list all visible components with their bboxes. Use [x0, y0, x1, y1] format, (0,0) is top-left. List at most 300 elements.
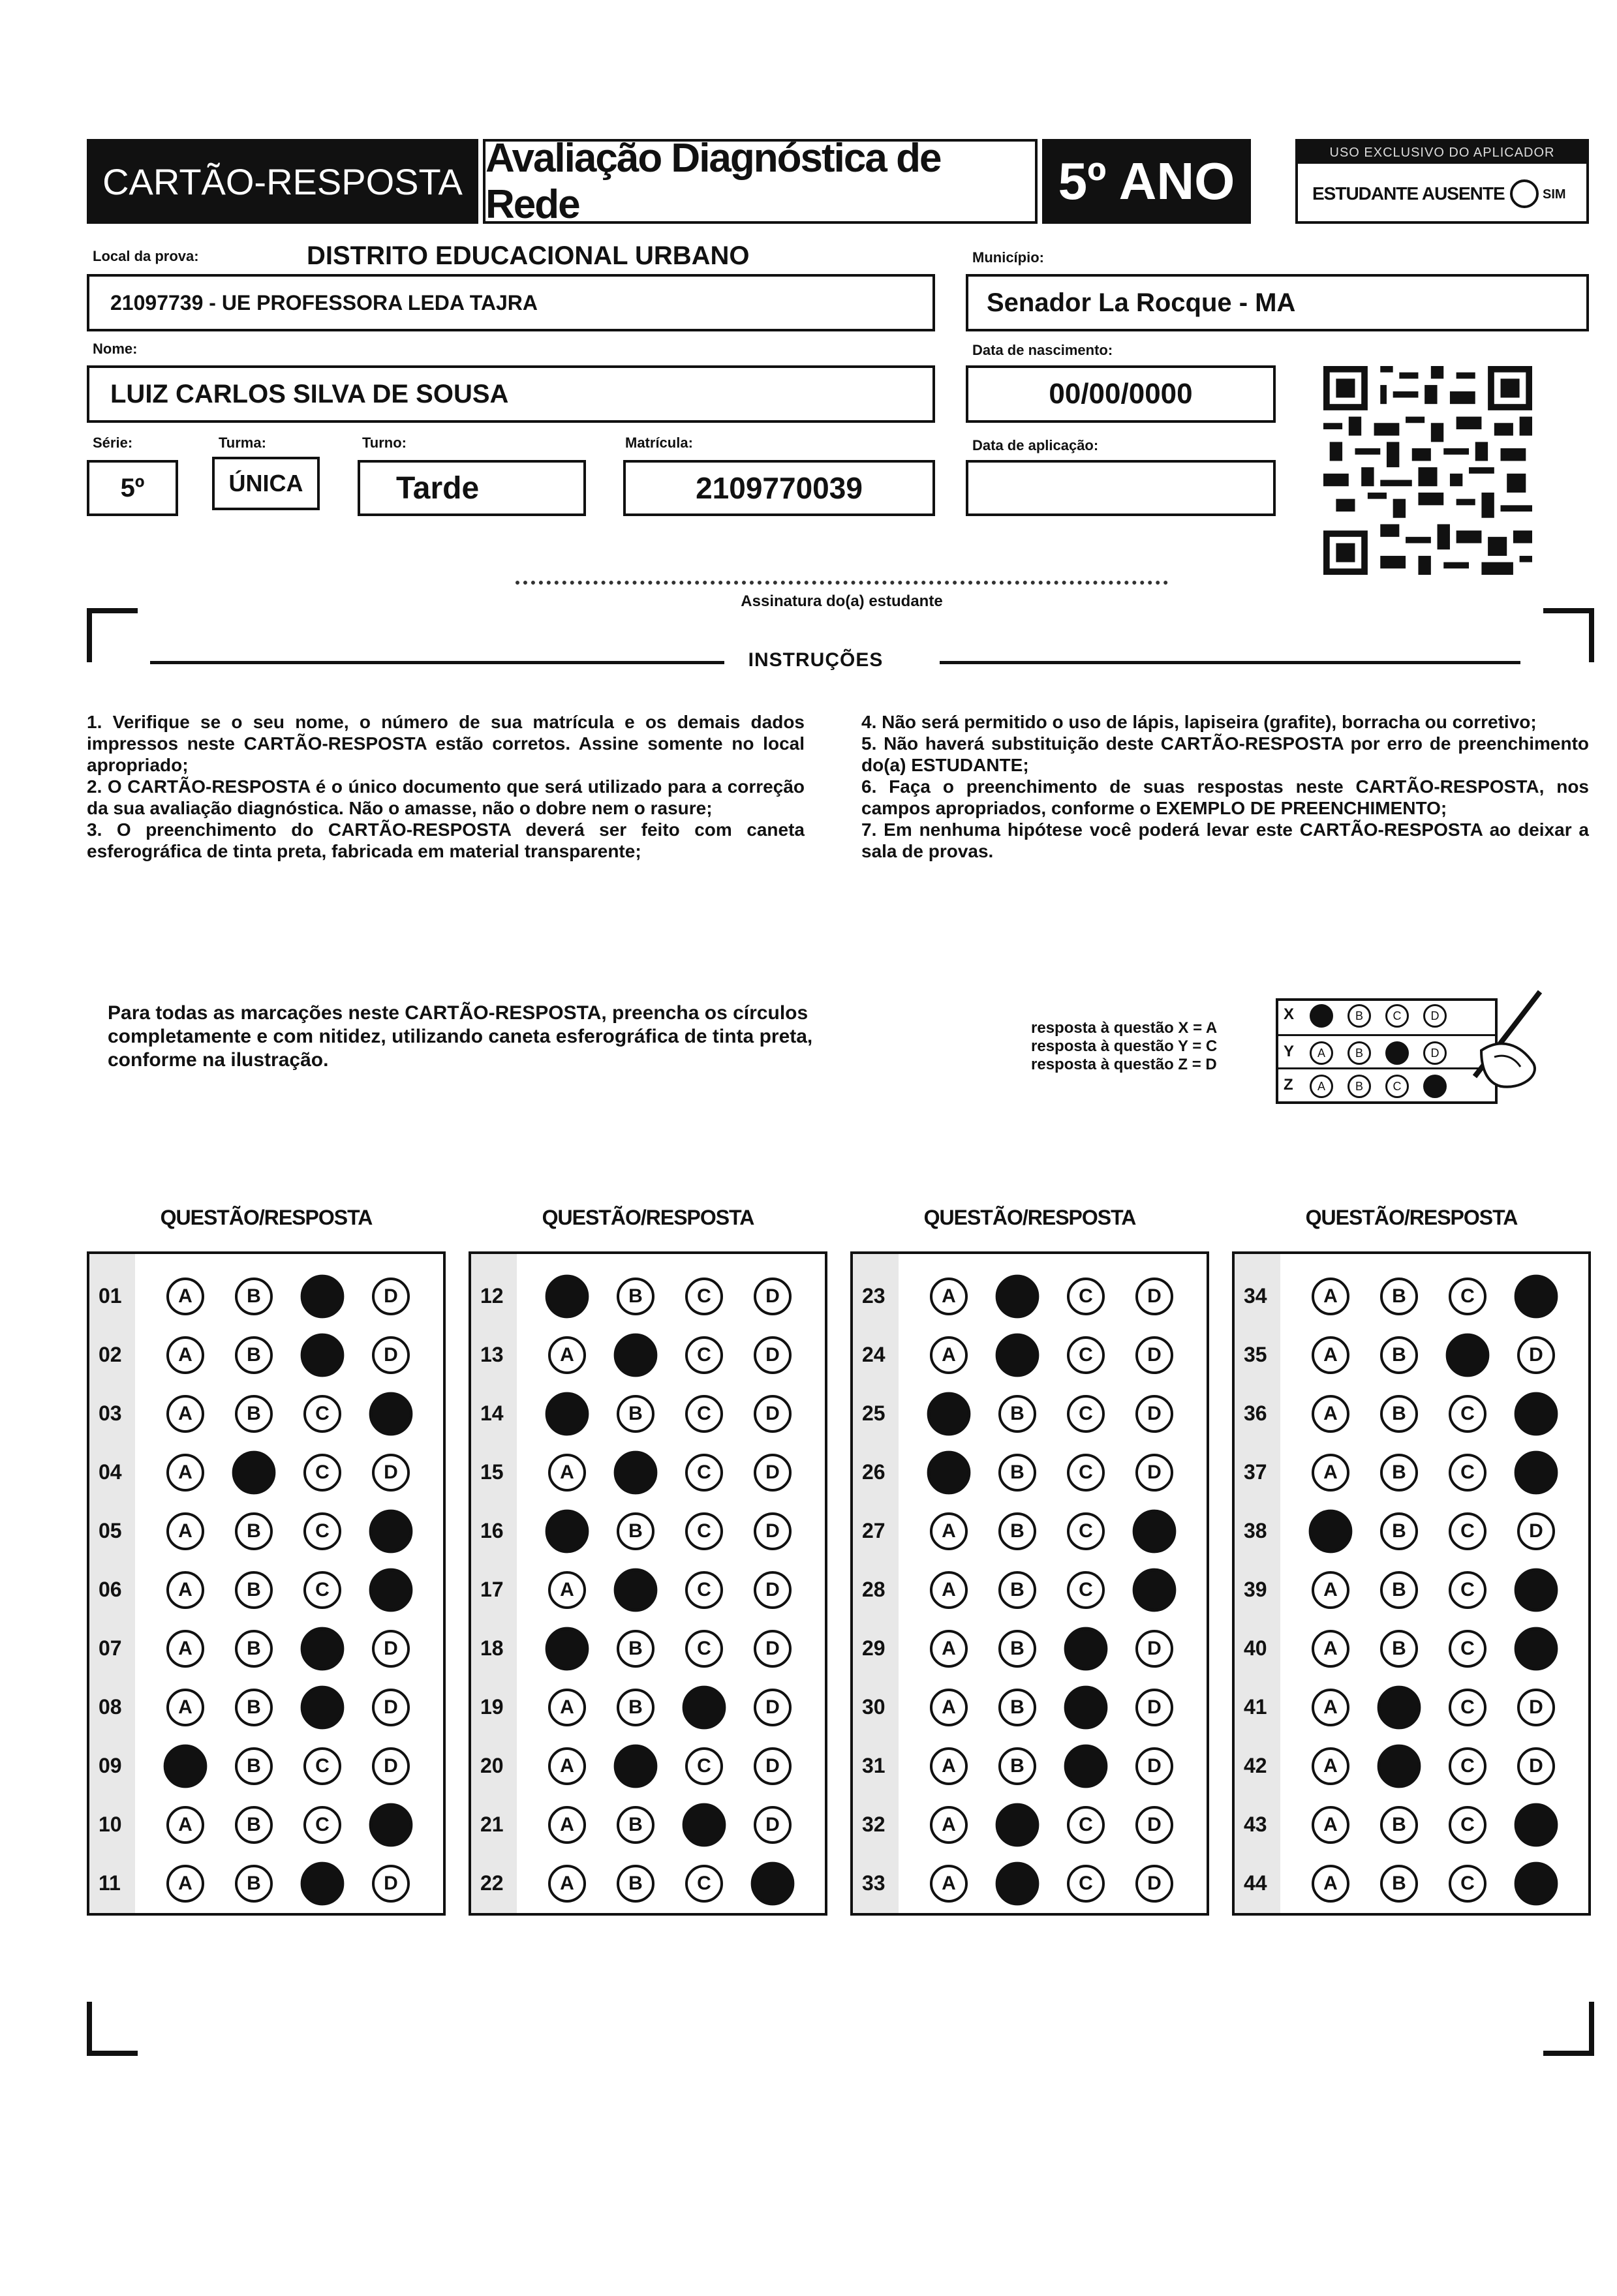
question-number: 12	[480, 1284, 504, 1308]
answer-bubble-d[interactable]: D	[1135, 1278, 1173, 1315]
answer-bubble-a[interactable]: A	[1312, 1395, 1349, 1433]
answer-bubble-d[interactable]	[1515, 1862, 1558, 1906]
answer-bubble-d[interactable]: D	[754, 1806, 792, 1844]
answer-bubble-a[interactable]	[164, 1745, 208, 1788]
answer-bubble-c[interactable]: C	[1449, 1571, 1486, 1609]
answer-bubble-d[interactable]: D	[1135, 1865, 1173, 1903]
question-number: 08	[99, 1695, 122, 1719]
question-number: 06	[99, 1578, 122, 1601]
answer-bubble-c[interactable]: C	[1067, 1571, 1105, 1609]
answer-bubble-c[interactable]: C	[685, 1512, 723, 1550]
question-number: 02	[99, 1343, 122, 1366]
question-number: 34	[1244, 1284, 1267, 1308]
answer-bubble-a[interactable]: A	[930, 1336, 968, 1374]
question-row	[471, 1736, 825, 1794]
answer-bubble-b[interactable]: B	[998, 1512, 1036, 1550]
answer-bubble-b[interactable]: B	[1380, 1512, 1418, 1550]
question-number: 09	[99, 1754, 122, 1777]
question-row	[1235, 1618, 1588, 1677]
answer-bubble-c[interactable]: C	[1067, 1454, 1105, 1492]
answer-bubble-d[interactable]: D	[754, 1571, 792, 1609]
question-row	[89, 1266, 443, 1324]
question-row	[471, 1677, 825, 1736]
answer-bubble-c[interactable]: C	[1449, 1278, 1486, 1315]
question-row	[89, 1677, 443, 1736]
answer-bubble-b[interactable]: B	[998, 1747, 1036, 1785]
answer-bubble-a[interactable]: A	[166, 1630, 204, 1668]
answer-bubble-a[interactable]: A	[930, 1630, 968, 1668]
question-number: 14	[480, 1401, 504, 1425]
question-number: 42	[1244, 1754, 1267, 1777]
turma-field: ÚNICA	[212, 457, 320, 510]
question-number: 16	[480, 1519, 504, 1542]
answer-bubble-c[interactable]: C	[685, 1865, 723, 1903]
answer-bubble-b[interactable]	[614, 1334, 658, 1377]
answer-bubble-c[interactable]: C	[685, 1747, 723, 1785]
answer-bubble-c[interactable]	[301, 1627, 345, 1671]
question-number: 11	[99, 1871, 121, 1895]
answer-bubble-b[interactable]: B	[617, 1630, 654, 1668]
example-bubble-b: B	[1348, 1004, 1371, 1028]
answer-bubble-a[interactable]	[546, 1627, 589, 1671]
answer-bubble-a[interactable]	[927, 1451, 971, 1495]
answer-bubble-b[interactable]	[1378, 1686, 1421, 1730]
answer-bubble-a[interactable]: A	[166, 1336, 204, 1374]
question-number: 29	[862, 1636, 886, 1660]
answer-bubble-d[interactable]: D	[1135, 1454, 1173, 1492]
answer-bubble-c[interactable]: C	[1067, 1278, 1105, 1315]
answer-bubble-c[interactable]: C	[1449, 1512, 1486, 1550]
registration-mark-bl	[87, 2002, 138, 2056]
question-row	[853, 1794, 1207, 1853]
question-number: 18	[480, 1636, 504, 1660]
question-number: 04	[99, 1460, 122, 1484]
answer-bubble-d[interactable]	[1515, 1451, 1558, 1495]
local-label: Local da prova:	[93, 248, 199, 264]
question-number: 10	[99, 1813, 122, 1836]
answer-bubble-d[interactable]	[1515, 1275, 1558, 1319]
question-number: 43	[1244, 1813, 1267, 1836]
nome-label: Nome:	[93, 341, 138, 357]
answer-bubble-c[interactable]: C	[303, 1454, 341, 1492]
answer-bubble-d[interactable]: D	[1135, 1747, 1173, 1785]
answer-bubble-c[interactable]: C	[1449, 1865, 1486, 1903]
instruction-item: 3. O preenchimento do CARTÃO-RESPOSTA deverá ser feito com caneta esferográfica de tinta preta, fabricada em material transparente;	[87, 819, 805, 861]
question-number: 20	[480, 1754, 504, 1777]
instruction-item: 5. Não haverá substituição deste CARTÃO-RESPOSTA por erro de preenchimento do(a) ESTUDANTE;	[861, 733, 1589, 775]
answer-bubble-b[interactable]: B	[235, 1630, 273, 1668]
answer-bubble-a[interactable]	[546, 1392, 589, 1436]
question-number: 17	[480, 1578, 504, 1601]
answer-bubble-d[interactable]: D	[1517, 1512, 1555, 1550]
aplicador-box	[1295, 139, 1589, 224]
answer-bubble-a[interactable]: A	[1312, 1278, 1349, 1315]
question-row	[1235, 1442, 1588, 1501]
example-bubble-d: D	[1423, 1041, 1447, 1065]
answer-bubble-d[interactable]: D	[754, 1395, 792, 1433]
answer-bubble-a[interactable]: A	[1312, 1689, 1349, 1726]
absent-option: SIM	[1543, 187, 1566, 202]
example-bubble-c	[1385, 1041, 1409, 1065]
answer-bubble-a[interactable]	[927, 1392, 971, 1436]
registration-mark-tr	[1543, 608, 1594, 662]
answer-bubble-c[interactable]	[301, 1334, 345, 1377]
answer-bubble-c[interactable]: C	[1449, 1747, 1486, 1785]
answer-bubble-a[interactable]	[546, 1275, 589, 1319]
answer-bubble-a[interactable]: A	[166, 1571, 204, 1609]
question-row	[853, 1677, 1207, 1736]
instructions-rule-left	[150, 661, 724, 664]
answer-bubble-b[interactable]: B	[1380, 1865, 1418, 1903]
answer-bubble-c[interactable]	[683, 1686, 726, 1730]
question-row	[853, 1324, 1207, 1383]
answer-bubble-d[interactable]: D	[372, 1454, 410, 1492]
answer-bubble-b[interactable]	[614, 1745, 658, 1788]
answer-bubble-b[interactable]	[996, 1803, 1040, 1847]
example-legend-x: resposta à questão X = A	[1031, 1019, 1218, 1037]
turma-label: Turma:	[219, 435, 266, 451]
answer-bubble-b[interactable]: B	[1380, 1571, 1418, 1609]
question-number: 38	[1244, 1519, 1267, 1542]
question-number: 19	[480, 1695, 504, 1719]
answer-bubble-c[interactable]: C	[1449, 1395, 1486, 1433]
evaluation-title: Avaliação Diagnóstica de Rede	[483, 139, 1038, 224]
answer-bubble-a[interactable]: A	[930, 1571, 968, 1609]
answer-bubble-b[interactable]	[614, 1569, 658, 1612]
question-row	[1235, 1677, 1588, 1736]
question-row	[853, 1618, 1207, 1677]
answer-bubble-d[interactable]	[1515, 1569, 1558, 1612]
answer-bubble-a[interactable]: A	[548, 1689, 586, 1726]
question-row	[1235, 1853, 1588, 1912]
answer-bubble-c[interactable]: C	[1067, 1806, 1105, 1844]
question-row	[89, 1559, 443, 1618]
question-row	[89, 1324, 443, 1383]
example-row-label: X	[1284, 1005, 1295, 1023]
answer-bubble-a[interactable]: A	[166, 1454, 204, 1492]
answer-bubble-a[interactable]: A	[1312, 1806, 1349, 1844]
answer-bubble-b[interactable]	[996, 1334, 1040, 1377]
question-number: 27	[862, 1519, 886, 1542]
answer-bubble-a[interactable]: A	[930, 1747, 968, 1785]
answer-bubble-a[interactable]: A	[1312, 1571, 1349, 1609]
answer-bubble-d[interactable]: D	[372, 1865, 410, 1903]
answer-bubble-b[interactable]: B	[1380, 1336, 1418, 1374]
matricula-label: Matrícula:	[625, 435, 693, 451]
question-row	[89, 1618, 443, 1677]
answer-bubble-d[interactable]: D	[754, 1512, 792, 1550]
answer-bubble-a[interactable]: A	[548, 1336, 586, 1374]
answer-bubble-d[interactable]	[1515, 1803, 1558, 1847]
answer-bubble-b[interactable]	[614, 1451, 658, 1495]
question-number: 25	[862, 1401, 886, 1425]
question-number: 30	[862, 1695, 886, 1719]
answer-bubble-c[interactable]: C	[685, 1395, 723, 1433]
question-number: 40	[1244, 1636, 1267, 1660]
answer-bubble-d[interactable]: D	[372, 1278, 410, 1315]
question-number: 26	[862, 1460, 886, 1484]
answer-bubble-c[interactable]: C	[1067, 1512, 1105, 1550]
answer-bubble-c[interactable]	[1064, 1745, 1108, 1788]
example-bubble-a	[1310, 1004, 1333, 1028]
answer-bubble-b[interactable]: B	[998, 1395, 1036, 1433]
question-row	[1235, 1266, 1588, 1324]
question-row	[853, 1853, 1207, 1912]
answer-bubble-b[interactable]: B	[998, 1630, 1036, 1668]
answer-bubble-b[interactable]: B	[1380, 1806, 1418, 1844]
question-row	[89, 1736, 443, 1794]
answer-bubble-c[interactable]: C	[685, 1454, 723, 1492]
absent-bubble[interactable]	[1510, 179, 1539, 208]
question-number: 01	[99, 1284, 122, 1308]
answer-bubble-c[interactable]: C	[303, 1512, 341, 1550]
example-bubble-a: A	[1310, 1041, 1333, 1065]
answer-bubble-d[interactable]	[369, 1569, 413, 1612]
answer-bubble-d[interactable]: D	[1517, 1747, 1555, 1785]
answer-bubble-a[interactable]: A	[166, 1395, 204, 1433]
instruction-item: 7. Em nenhuma hipótese você poderá levar este CARTÃO-RESPOSTA ao deixar a sala de provas.	[861, 819, 1589, 861]
question-number: 23	[862, 1284, 886, 1308]
question-answer-title: QUESTÃO/RESPOSTA	[923, 1206, 1136, 1229]
question-row	[1235, 1794, 1588, 1853]
answer-bubble-c[interactable]	[301, 1686, 345, 1730]
answer-bubble-b[interactable]: B	[235, 1747, 273, 1785]
answer-bubble-c[interactable]: C	[1067, 1865, 1105, 1903]
nascimento-field: 00/00/0000	[966, 365, 1276, 423]
answer-bubble-d[interactable]	[1133, 1569, 1177, 1612]
answer-bubble-a[interactable]: A	[930, 1689, 968, 1726]
answer-bubble-d[interactable]: D	[1135, 1395, 1173, 1433]
answer-bubble-c[interactable]: C	[1067, 1395, 1105, 1433]
question-number: 15	[480, 1460, 504, 1484]
answer-bubble-a[interactable]: A	[166, 1689, 204, 1726]
turno-field: Tarde	[358, 460, 586, 516]
question-row	[89, 1383, 443, 1442]
answer-bubble-d[interactable]	[1133, 1510, 1177, 1554]
answer-bubble-c[interactable]: C	[303, 1571, 341, 1609]
answer-bubble-b[interactable]: B	[998, 1454, 1036, 1492]
question-answer-title: QUESTÃO/RESPOSTA	[1305, 1206, 1518, 1229]
answer-bubble-d[interactable]	[369, 1510, 413, 1554]
answer-bubble-d[interactable]	[369, 1392, 413, 1436]
answer-bubble-b[interactable]: B	[235, 1278, 273, 1315]
answer-bubble-d[interactable]: D	[372, 1336, 410, 1374]
question-row	[853, 1559, 1207, 1618]
answer-bubble-b[interactable]: B	[1380, 1630, 1418, 1668]
answer-bubble-d[interactable]: D	[754, 1278, 792, 1315]
answer-panel	[87, 1251, 446, 1916]
answer-bubble-a[interactable]: A	[1312, 1630, 1349, 1668]
answer-bubble-a[interactable]: A	[1312, 1865, 1349, 1903]
answer-bubble-c[interactable]: C	[685, 1278, 723, 1315]
question-row	[853, 1736, 1207, 1794]
answer-bubble-a[interactable]: A	[548, 1747, 586, 1785]
grade-title: 5º ANO	[1042, 139, 1251, 224]
answer-bubble-d[interactable]: D	[1135, 1336, 1173, 1374]
municipio-field: Senador La Rocque - MA	[966, 274, 1589, 331]
answer-bubble-b[interactable]: B	[998, 1689, 1036, 1726]
instruction-item: 1. Verifique se o seu nome, o número de sua matrícula e os demais dados impressos neste CARTÃO-RESPOSTA estão corretos. Assine somente no local apropriado;	[87, 712, 805, 775]
answer-bubble-a[interactable]: A	[548, 1806, 586, 1844]
answer-bubble-d[interactable]	[369, 1803, 413, 1847]
answer-bubble-d[interactable]: D	[754, 1689, 792, 1726]
answer-bubble-a[interactable]: A	[166, 1512, 204, 1550]
answer-bubble-d[interactable]	[1515, 1392, 1558, 1436]
instructions-rule-right	[940, 661, 1520, 664]
answer-bubble-b[interactable]	[996, 1275, 1040, 1319]
card-title: CARTÃO-RESPOSTA	[87, 139, 478, 224]
answer-bubble-a[interactable]: A	[166, 1278, 204, 1315]
answer-bubble-a[interactable]	[546, 1510, 589, 1554]
answer-bubble-c[interactable]: C	[685, 1571, 723, 1609]
answer-bubble-a[interactable]	[1309, 1510, 1353, 1554]
question-row	[1235, 1383, 1588, 1442]
question-number: 35	[1244, 1343, 1267, 1366]
absent-label: ESTUDANTE AUSENTE	[1312, 183, 1505, 204]
turno-label: Turno:	[362, 435, 407, 451]
answer-bubble-c[interactable]: C	[685, 1630, 723, 1668]
aplicacao-field	[966, 460, 1276, 516]
nascimento-label: Data de nascimento:	[972, 342, 1113, 358]
answer-bubble-b[interactable]: B	[617, 1806, 654, 1844]
example-bubble-c: C	[1385, 1004, 1409, 1028]
question-row	[471, 1324, 825, 1383]
answer-bubble-a[interactable]: A	[548, 1571, 586, 1609]
answer-bubble-a[interactable]: A	[548, 1454, 586, 1492]
answer-bubble-c[interactable]: C	[303, 1806, 341, 1844]
answer-bubble-b[interactable]	[996, 1862, 1040, 1906]
answer-bubble-b[interactable]: B	[235, 1571, 273, 1609]
question-row	[471, 1266, 825, 1324]
question-number: 24	[862, 1343, 886, 1366]
nome-field: LUIZ CARLOS SILVA DE SOUSA	[87, 365, 935, 423]
example-bubble-b: B	[1348, 1041, 1371, 1065]
example-bubble-c: C	[1385, 1075, 1409, 1098]
answer-bubble-a[interactable]: A	[166, 1806, 204, 1844]
answer-bubble-a[interactable]: A	[930, 1512, 968, 1550]
example-bubble-a: A	[1310, 1075, 1333, 1098]
answer-bubble-b[interactable]: B	[617, 1278, 654, 1315]
local-value: DISTRITO EDUCACIONAL URBANO	[307, 241, 750, 270]
answer-bubble-c[interactable]: C	[303, 1395, 341, 1433]
answer-bubble-c[interactable]	[301, 1862, 345, 1906]
answer-bubble-b[interactable]: B	[617, 1865, 654, 1903]
question-number: 33	[862, 1871, 886, 1895]
qr-code-icon	[1323, 363, 1532, 578]
question-row	[89, 1794, 443, 1853]
answer-bubble-d[interactable]: D	[754, 1630, 792, 1668]
question-row	[89, 1442, 443, 1501]
aplicador-title: USO EXCLUSIVO DO APLICADOR	[1298, 142, 1586, 164]
answer-bubble-b[interactable]: B	[1380, 1454, 1418, 1492]
answer-bubble-b[interactable]: B	[235, 1689, 273, 1726]
answer-bubble-a[interactable]: A	[1312, 1747, 1349, 1785]
answer-bubble-b[interactable]: B	[1380, 1278, 1418, 1315]
answer-bubble-a[interactable]: A	[930, 1865, 968, 1903]
example-bubble-d: D	[1423, 1004, 1447, 1028]
answer-bubble-c[interactable]: C	[1067, 1336, 1105, 1374]
signature-line	[516, 581, 1168, 585]
answer-bubble-c[interactable]: C	[303, 1747, 341, 1785]
instructions-title: INSTRUÇÕES	[748, 649, 884, 671]
answer-bubble-d[interactable]: D	[372, 1630, 410, 1668]
answer-bubble-c[interactable]	[1446, 1334, 1490, 1377]
question-number: 03	[99, 1401, 122, 1425]
answer-bubble-c[interactable]	[683, 1803, 726, 1847]
answer-bubble-c[interactable]: C	[1449, 1806, 1486, 1844]
answer-bubble-c[interactable]	[301, 1275, 345, 1319]
answer-bubble-d[interactable]	[751, 1862, 795, 1906]
question-row	[89, 1501, 443, 1559]
question-number: 28	[862, 1578, 886, 1601]
question-number: 05	[99, 1519, 122, 1542]
answer-bubble-d[interactable]: D	[754, 1747, 792, 1785]
answer-bubble-a[interactable]: A	[1312, 1454, 1349, 1492]
example-row-label: Y	[1284, 1043, 1295, 1060]
question-number: 44	[1244, 1871, 1267, 1895]
answer-bubble-b[interactable]: B	[617, 1512, 654, 1550]
answer-bubble-c[interactable]: C	[685, 1336, 723, 1374]
question-row	[471, 1559, 825, 1618]
answer-bubble-d[interactable]: D	[1517, 1689, 1555, 1726]
answer-bubble-d[interactable]: D	[372, 1747, 410, 1785]
answer-bubble-d[interactable]: D	[1517, 1336, 1555, 1374]
answer-bubble-d[interactable]: D	[1135, 1630, 1173, 1668]
registration-mark-br	[1543, 2002, 1594, 2056]
answer-bubble-b[interactable]: B	[1380, 1395, 1418, 1433]
question-row	[471, 1794, 825, 1853]
answer-bubble-c[interactable]: C	[1449, 1630, 1486, 1668]
answer-bubble-b[interactable]: B	[235, 1806, 273, 1844]
answer-bubble-a[interactable]: A	[930, 1278, 968, 1315]
municipio-label: Município:	[972, 249, 1044, 266]
answer-bubble-d[interactable]: D	[372, 1689, 410, 1726]
answer-bubble-a[interactable]: A	[930, 1806, 968, 1844]
answer-bubble-b[interactable]: B	[617, 1395, 654, 1433]
answer-bubble-b[interactable]: B	[235, 1512, 273, 1550]
answer-bubble-d[interactable]: D	[754, 1336, 792, 1374]
answer-bubble-b[interactable]: B	[235, 1395, 273, 1433]
answer-panel	[469, 1251, 827, 1916]
school-field: 21097739 - UE PROFESSORA LEDA TAJRA	[87, 274, 935, 331]
answer-bubble-d[interactable]: D	[1135, 1689, 1173, 1726]
answer-bubble-b[interactable]: B	[617, 1689, 654, 1726]
answer-bubble-c[interactable]	[1064, 1686, 1108, 1730]
answer-bubble-c[interactable]	[1064, 1627, 1108, 1671]
answer-bubble-a[interactable]: A	[548, 1865, 586, 1903]
answer-bubble-b[interactable]: B	[235, 1336, 273, 1374]
answer-bubble-c[interactable]: C	[1449, 1689, 1486, 1726]
example-row-label: Z	[1284, 1076, 1293, 1094]
answer-bubble-d[interactable]	[1515, 1627, 1558, 1671]
answer-bubble-b[interactable]: B	[235, 1865, 273, 1903]
question-row	[471, 1853, 825, 1912]
answer-bubble-b[interactable]	[1378, 1745, 1421, 1788]
question-row	[1235, 1736, 1588, 1794]
answer-bubble-a[interactable]: A	[1312, 1336, 1349, 1374]
example-legend-z: resposta à questão Z = D	[1031, 1056, 1217, 1073]
answer-bubble-c[interactable]: C	[1449, 1454, 1486, 1492]
answer-bubble-b[interactable]	[232, 1451, 276, 1495]
answer-bubble-d[interactable]: D	[1135, 1806, 1173, 1844]
question-row	[471, 1442, 825, 1501]
fill-instruction: Para todas as marcações neste CARTÃO-RESPOSTA, preencha os círculos completamente e com nitidez, utilizando caneta esferográfica de tinta preta, conforme na ilustração.	[108, 1002, 813, 1071]
answer-bubble-a[interactable]: A	[166, 1865, 204, 1903]
answer-bubble-b[interactable]: B	[998, 1571, 1036, 1609]
question-number: 41	[1244, 1695, 1267, 1719]
answer-bubble-d[interactable]: D	[754, 1454, 792, 1492]
question-number: 36	[1244, 1401, 1267, 1425]
